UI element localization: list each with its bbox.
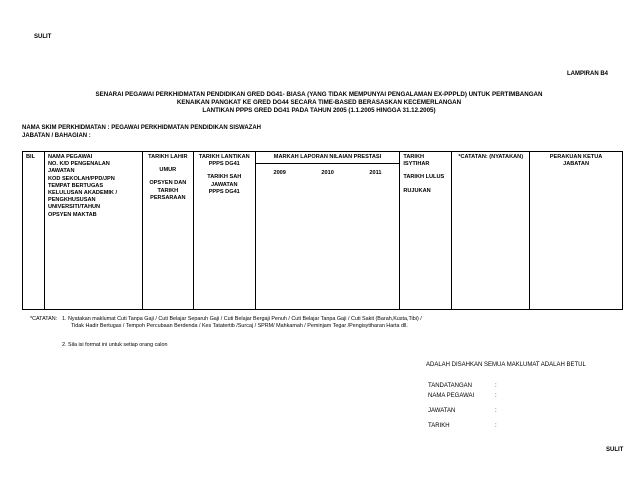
details-line: UNIVERSITI/TAHUN: [47, 204, 101, 211]
attachment-label: LAMPIRAN B4: [567, 71, 609, 77]
colon: :: [495, 423, 497, 429]
birth-line: OPSYEN DAN: [149, 180, 187, 187]
field-officer-name: NAMA PEGAWAI: [428, 393, 475, 399]
field-position: JAWATAN: [428, 408, 456, 414]
colon: :: [495, 393, 497, 399]
note-item-1: 1. Nyatakan maklumat Cuti Tanpa Gaji / Cuti Belajar Separuh Gaji / Cuti Belajar Bergaji Penuh / Cuti Belajar Tanpa Gaji / Cuti Sakit (Barah,Kusta,Tibi) /: [62, 316, 422, 322]
col-performance-marks: [255, 152, 400, 310]
col-department-approval: [530, 152, 623, 310]
year-2010: 2010: [321, 170, 334, 177]
details-line: KOD SEKOLAH/PPD/JPN: [47, 175, 115, 182]
marks-years: [256, 170, 400, 177]
col-birth-date: [142, 152, 193, 310]
birth-line: TARIKH LAHIR: [148, 154, 188, 160]
verification-statement: ADALAH DISAHKAN SEMUA MAKLUMAT ADALAH BETUL: [426, 362, 586, 368]
year-2009: 2009: [273, 170, 286, 177]
header-classification: SULIT: [34, 34, 52, 40]
approval-line: JABATAN: [563, 161, 590, 168]
details-line: TEMPAT BERTUGAS: [47, 182, 104, 189]
details-line: NAMA PEGAWAI: [47, 154, 93, 160]
appoint-line: PPPS DG41: [208, 161, 240, 168]
appoint-line: PPPS DG41: [208, 188, 240, 195]
approval-line: PERAKUAN KETUA: [549, 154, 603, 160]
appoint-line: TARIKH SAH: [207, 174, 242, 181]
details-line: KELULUSAN AKADEMIK /: [47, 190, 118, 197]
appoint-line: TARIKH LANTIKAN: [198, 154, 250, 160]
birth-line: UMUR: [159, 167, 177, 174]
col-officer-details: [44, 152, 142, 310]
note-item-1-cont: Tidak Hadir Bertugas / Tempoh Percubaan Berdenda / Kes Tatatertib /Surcaj / SPRM/ Mahkamah / Peminjam Tegar /Pengisytiharan Harta dll.: [71, 323, 408, 329]
footer-classification: SULIT: [606, 447, 624, 453]
col-bil: BIL: [23, 152, 45, 310]
notes-label: *CATATAN:: [30, 316, 58, 322]
note-item-2: 2. Sila isi format ini untuk setiap orang calon: [62, 342, 168, 348]
birth-line: TARIKH: [157, 187, 179, 194]
col-appointment: [193, 152, 255, 310]
details-line: OPSYEN MAKTAB: [47, 211, 97, 218]
details-line: NO. K/D PENGENALAN: [47, 161, 110, 168]
title-line-2: KENAIKAN PANGKAT KE GRED DG44 SECARA TIME-BASED BERASASKAN KECEMERLANGAN: [176, 99, 462, 106]
scheme-line: NAMA SKIM PERKHIDMATAN : PEGAWAI PERKHIDMATAN PENDIDIKAN SISWAZAH: [22, 125, 261, 131]
col-notes: *CATATAN: (NYATAKAN): [452, 152, 530, 310]
details-line: JAWATAN: [47, 168, 75, 175]
document-title: [0, 91, 638, 115]
year-2011: 2011: [369, 170, 382, 177]
title-line-1: SENARAI PEGAWAI PERKHIDMATAN PENDIDIKAN GRED DG41- BIASA (YANG TIDAK MEMPUNYAI PENGALAMAN EX-PPPLD) UNTUK PERTIMBANGAN: [95, 91, 543, 98]
dates-line: RUJUKAN: [403, 187, 431, 194]
candidate-table: [22, 151, 623, 310]
marks-header: MARKAH LAPORAN NILAIAN PRESTASI: [256, 152, 400, 164]
field-date: TARIKH: [428, 423, 450, 429]
title-line-3: LANTIKAN PPPS GRED DG41 PADA TAHUN 2005 (1.1.2005 HINGGA 31.12.2005): [202, 107, 436, 114]
dates-line: ISYTIHAR: [403, 161, 430, 168]
birth-line: PERSARAAN: [150, 194, 186, 201]
colon: :: [495, 408, 497, 414]
col-declaration-dates: [400, 152, 452, 310]
dates-line: TARIKH: [403, 154, 425, 160]
colon: :: [495, 383, 497, 389]
dates-line: TARIKH LULUS: [403, 174, 445, 181]
details-line: PENGKHUSUSAN: [47, 197, 96, 204]
field-signature: TANDATANGAN: [428, 383, 473, 389]
department-line: JABATAN / BAHAGIAN :: [22, 133, 91, 139]
appoint-line: JAWATAN: [210, 181, 238, 188]
